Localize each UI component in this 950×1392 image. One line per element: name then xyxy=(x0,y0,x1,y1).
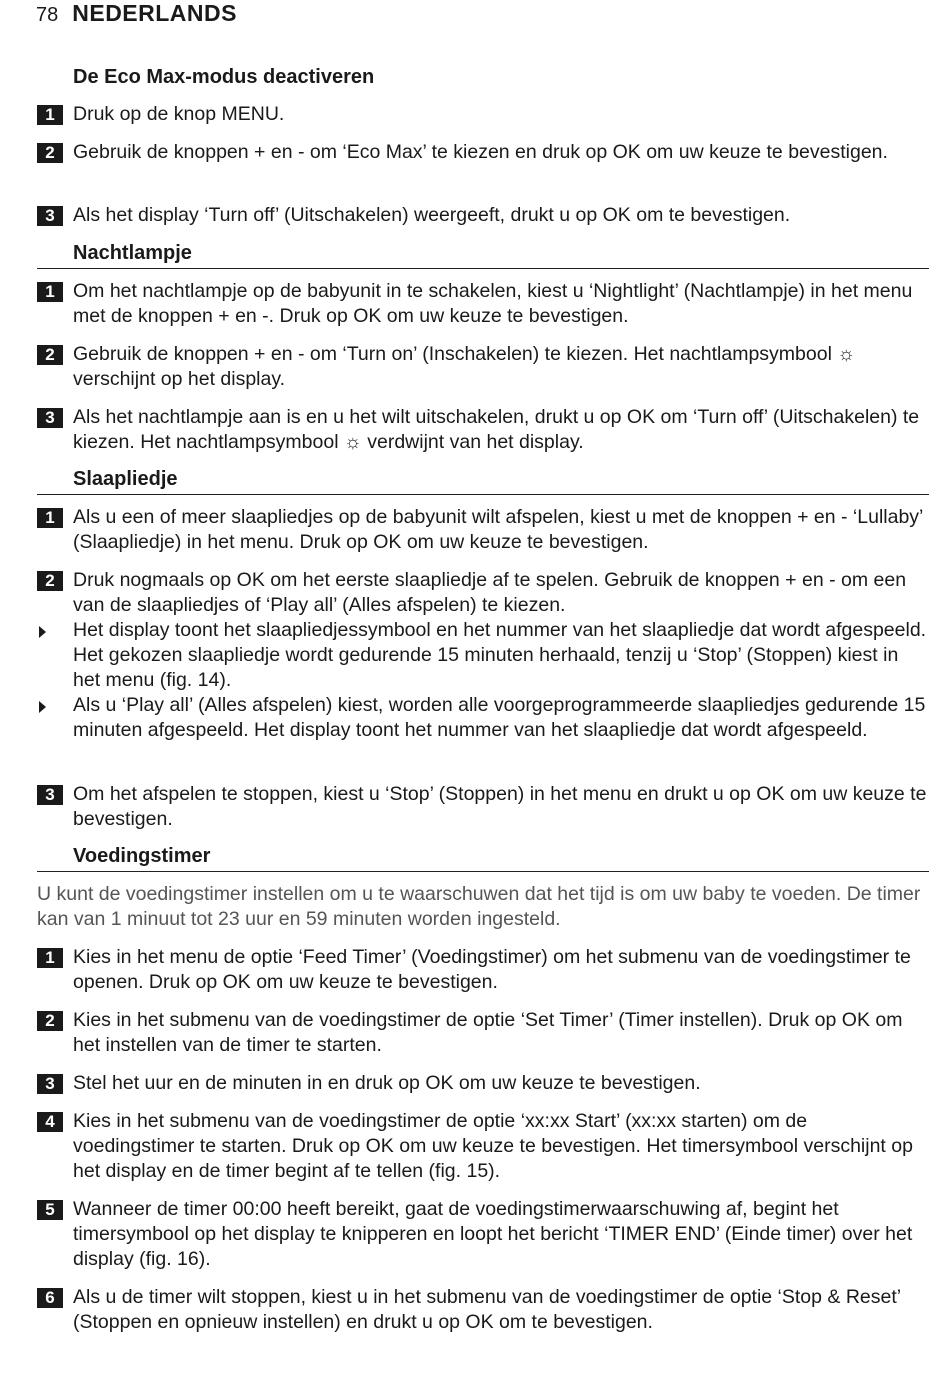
step-number: 3 xyxy=(37,1074,63,1094)
page-language-title: NEDERLANDS xyxy=(72,0,237,26)
step-nightlight-2 xyxy=(37,342,927,392)
step-lullaby-2 xyxy=(37,568,927,618)
section-heading-nightlight: Nachtlampje xyxy=(73,242,192,264)
step-number: 3 xyxy=(37,408,63,428)
section-divider xyxy=(37,871,929,872)
step-text: Kies in het menu de optie ‘Feed Timer’ (Voedingstimer) om het submenu van de voedingstimer te openen. Druk op OK om uw keuze te bevestigen. xyxy=(73,946,911,993)
step-number: 5 xyxy=(37,1200,63,1220)
bullet-arrow-icon xyxy=(39,626,46,638)
bullet-text: Als u ‘Play all’ (Alles afspelen) kiest, worden alle voorgeprogrammeerde slaapliedjes gedurende 15 minuten afgespeeld. Het display toont het nummer van het slaapliedje dat wordt afgespeeld. xyxy=(73,694,926,741)
step-feed-4 xyxy=(37,1109,927,1184)
step-lullaby-3 xyxy=(37,782,927,832)
step-text: Stel het uur en de minuten in en druk op OK om uw keuze te bevestigen. xyxy=(73,1072,701,1094)
step-number: 2 xyxy=(37,143,63,163)
step-text: Om het nachtlampje op de babyunit in te schakelen, kiest u ‘Nightlight’ (Nachtlampje) in het menu met de knoppen + en -. Druk op OK om uw keuze te bevestigen. xyxy=(73,280,913,327)
page-header xyxy=(36,0,237,30)
step-eco-3 xyxy=(37,203,927,228)
step-eco-1 xyxy=(37,102,927,127)
bullet-text: Het display toont het slaapliedjessymbool en het nummer van het slaapliedje dat wordt afgespeeld. Het gekozen slaapliedje wordt gedurende 15 minuten herhaald, tenzij u ‘Stop’ (Stoppen) kiest in het menu (fig. 14). xyxy=(73,619,927,691)
step-number: 3 xyxy=(37,206,63,226)
result-bullet xyxy=(37,693,927,743)
feed-timer-intro: U kunt de voedingstimer instellen om u te waarschuwen dat het tijd is om uw baby te voeden. De timer kan van 1 minuut tot 23 uur en 59 minuten worden ingesteld. xyxy=(37,883,921,930)
step-number: 4 xyxy=(37,1112,63,1132)
step-feed-3 xyxy=(37,1071,927,1096)
step-number: 1 xyxy=(37,948,63,968)
step-text: Kies in het submenu van de voedingstimer de optie ‘Set Timer’ (Timer instellen). Druk op OK om het instellen van de timer te starten. xyxy=(73,1009,903,1056)
step-nightlight-1 xyxy=(37,279,927,329)
step-number: 1 xyxy=(37,508,63,528)
section-heading-feed-timer: Voedingstimer xyxy=(73,845,211,867)
bullet-arrow-icon xyxy=(39,701,46,713)
step-feed-2 xyxy=(37,1008,927,1058)
step-number: 2 xyxy=(37,1011,63,1031)
step-number: 2 xyxy=(37,345,63,365)
step-feed-1 xyxy=(37,945,927,995)
step-text: Als u de timer wilt stoppen, kiest u in het submenu van de voedingstimer de optie ‘Stop & Reset’ (Stoppen en opnieuw instellen) en drukt u op OK om te bevestigen. xyxy=(73,1286,901,1333)
step-number: 1 xyxy=(37,105,63,125)
step-text: Als het nachtlampje aan is en u het wilt uitschakelen, drukt u op OK om ‘Turn off’ (Uitschakelen) te kiezen. Het nachtlampsymbool ☼ verdwijnt van het display. xyxy=(73,406,920,453)
section-divider xyxy=(37,494,929,495)
step-number: 2 xyxy=(37,571,63,591)
step-feed-6 xyxy=(37,1285,927,1335)
step-text: Gebruik de knoppen + en - om ‘Turn on’ (Inschakelen) te kiezen. Het nachtlampsymbool ☼ verschijnt op het display. xyxy=(73,343,856,390)
result-bullet xyxy=(37,618,927,693)
step-text: Als het display ‘Turn off’ (Uitschakelen) weergeeft, drukt u op OK om te bevestigen. xyxy=(73,204,791,226)
step-feed-5 xyxy=(37,1197,927,1272)
page-number: 78 xyxy=(36,4,59,26)
section-divider xyxy=(37,268,929,269)
step-nightlight-3 xyxy=(37,405,927,455)
step-text: Kies in het submenu van de voedingstimer de optie ‘xx:xx Start’ (xx:xx starten) om de voedingstimer te starten. Druk op OK om uw keuze te bevestigen. Het timersymbool verschijnt op het display en de timer begint af te tellen (fig. 15). xyxy=(73,1110,913,1182)
step-eco-2 xyxy=(37,140,927,165)
section-heading-eco-max: De Eco Max-modus deactiveren xyxy=(73,66,375,88)
step-text: Druk nogmaals op OK om het eerste slaapliedje af te spelen. Gebruik de knoppen + en - om een van de slaapliedjes of ‘Play all’ (Alles afspelen) te kiezen. xyxy=(73,569,907,616)
section-heading-lullaby: Slaapliedje xyxy=(73,468,178,490)
step-text: Als u een of meer slaapliedjes op de babyunit wilt afspelen, kiest u met de knoppen + en - ‘Lullaby’ (Slaapliedje) in het menu. Druk op OK om uw keuze te bevestigen. xyxy=(73,506,923,553)
step-text: Gebruik de knoppen + en - om ‘Eco Max’ te kiezen en druk op OK om uw keuze te bevestigen. xyxy=(73,141,888,163)
step-lullaby-1 xyxy=(37,505,927,555)
step-number: 1 xyxy=(37,282,63,302)
step-text: Om het afspelen te stoppen, kiest u ‘Stop’ (Stoppen) in het menu en drukt u op OK om uw keuze te bevestigen. xyxy=(73,783,927,830)
step-text: Druk op de knop MENU. xyxy=(73,103,285,125)
step-number: 6 xyxy=(37,1288,63,1308)
step-text: Wanneer de timer 00:00 heeft bereikt, gaat de voedingstimerwaarschuwing af, begint het timersymbool op het display te knipperen en loopt het bericht ‘TIMER END’ (Einde timer) over het display (fig. 16). xyxy=(73,1198,913,1270)
step-number: 3 xyxy=(37,785,63,805)
